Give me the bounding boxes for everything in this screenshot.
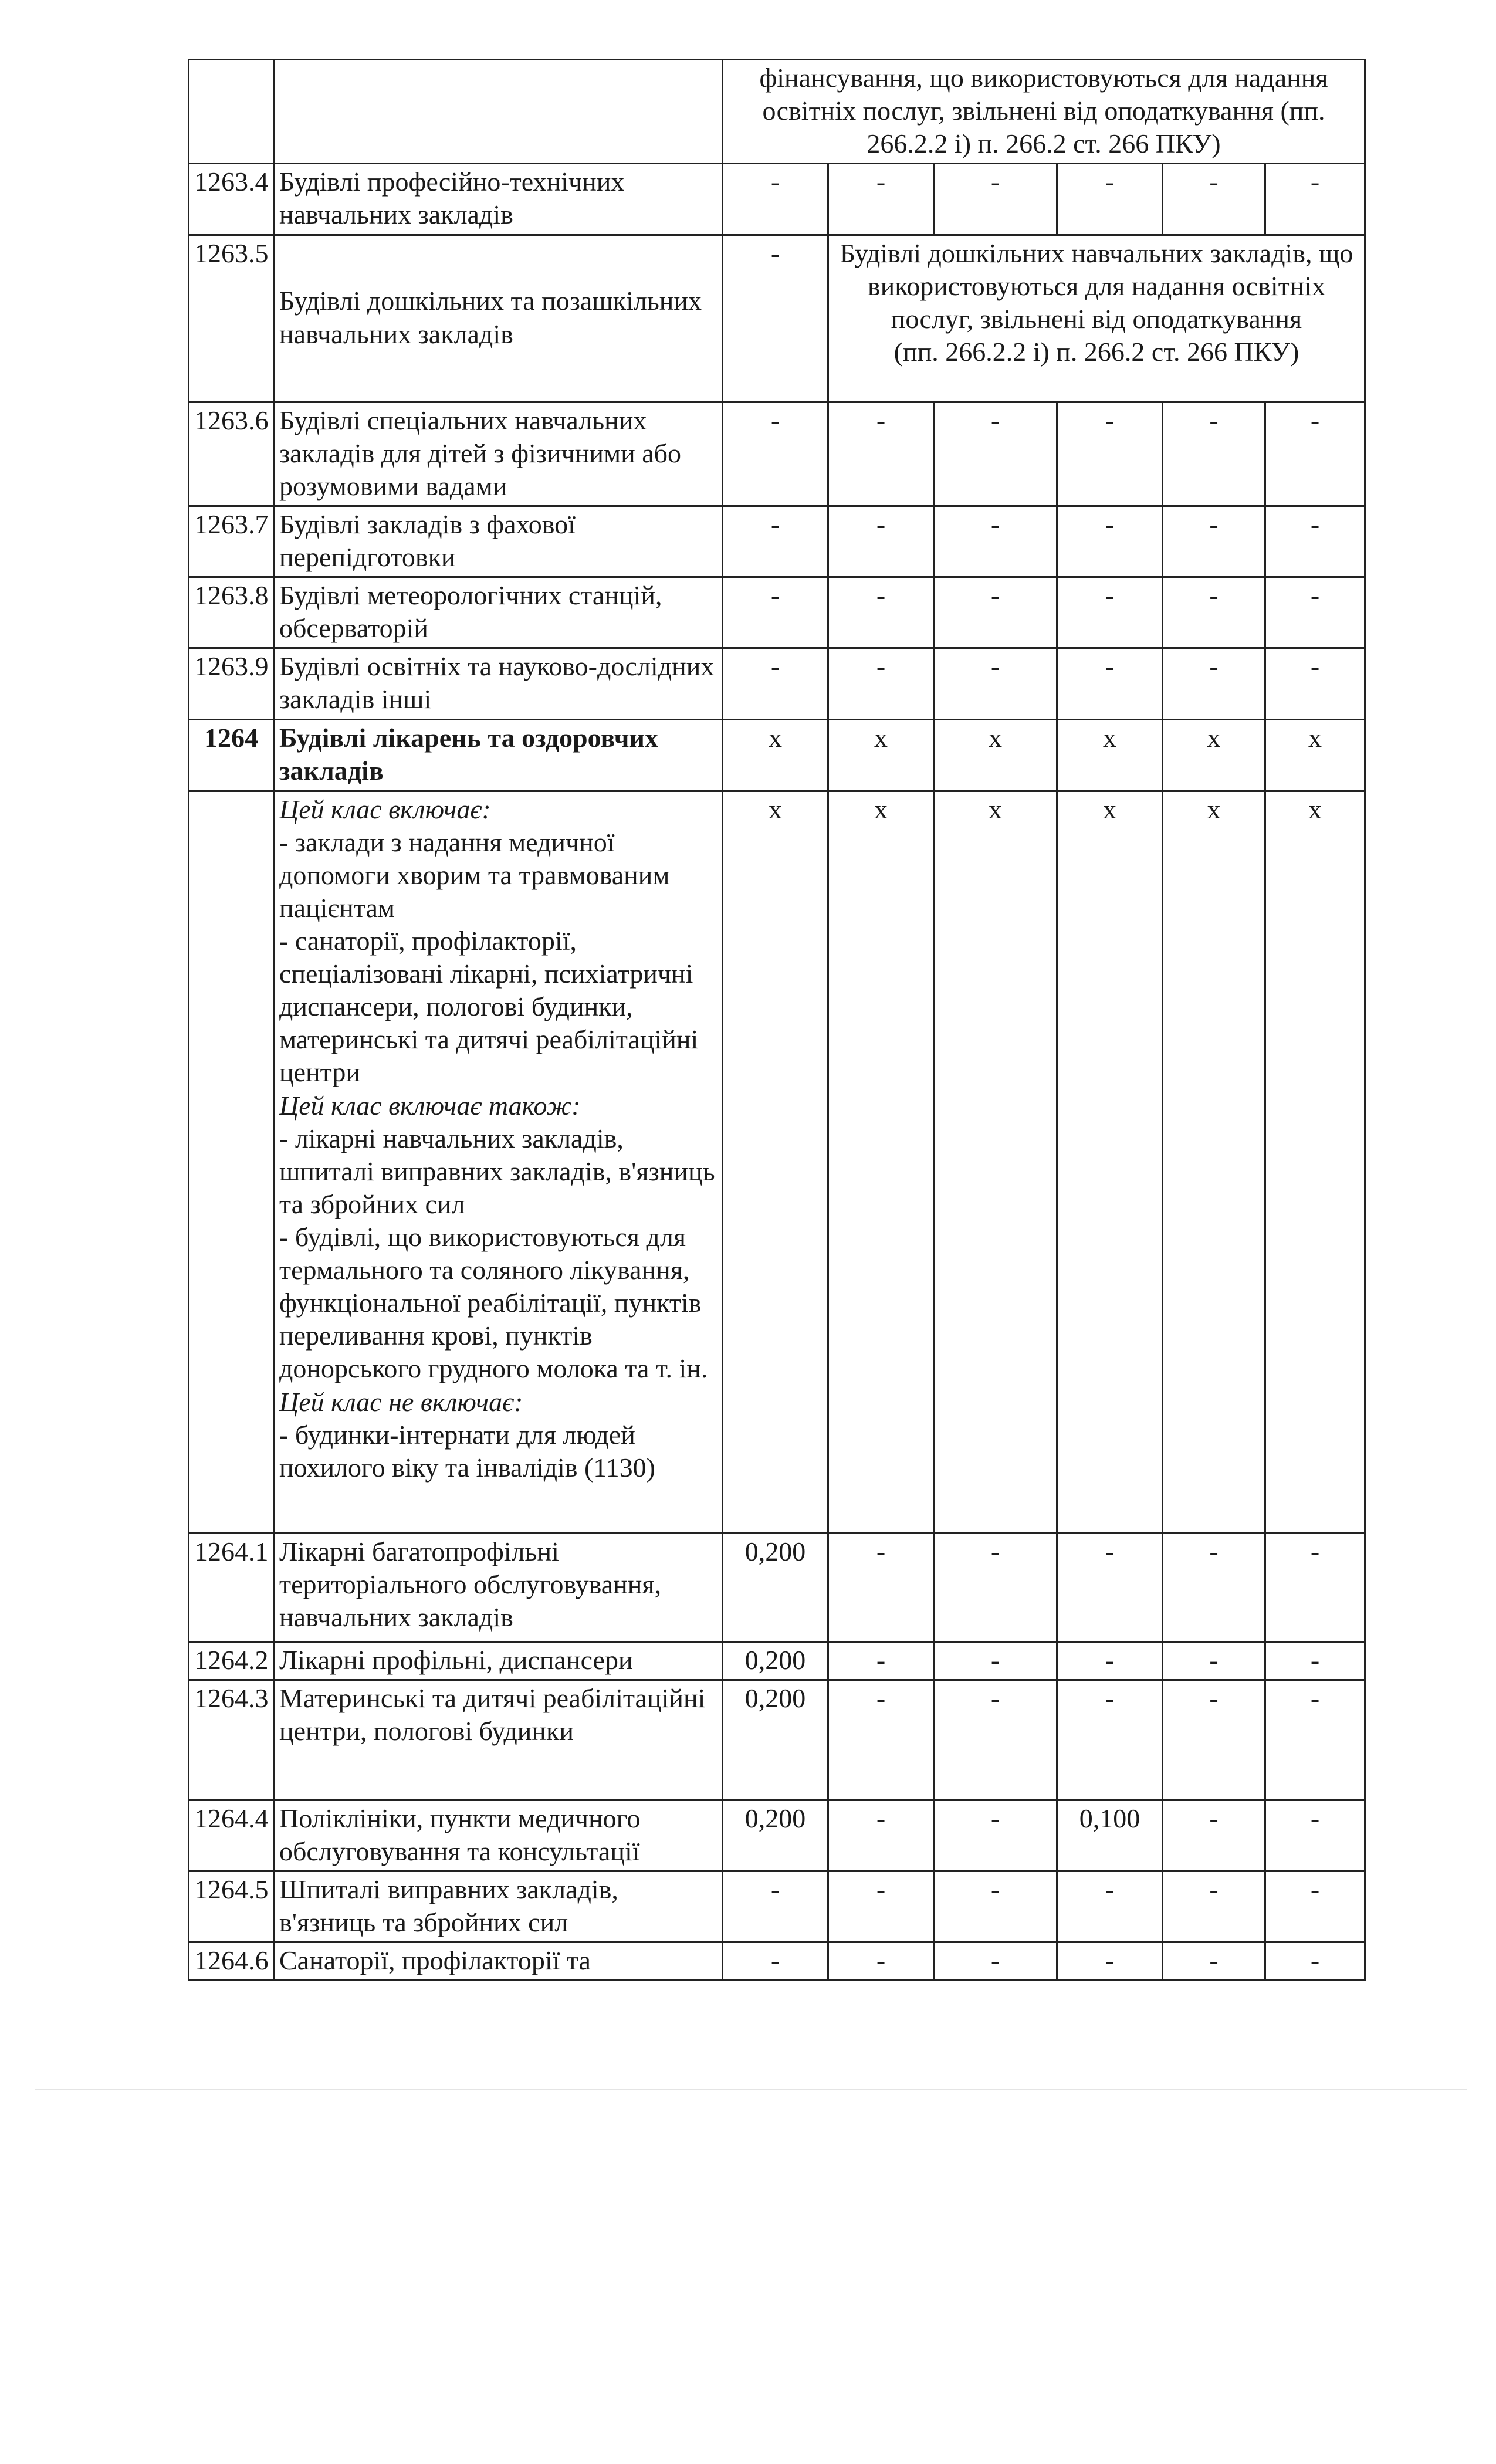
table-row	[189, 164, 1365, 235]
table-row	[189, 791, 1365, 1533]
also-includes-heading: Цей клас включає також:	[279, 1090, 581, 1121]
rate-cell: -	[723, 402, 828, 506]
excludes-heading: Цей клас не включає:	[279, 1386, 523, 1417]
rate-cell: -	[1163, 1680, 1265, 1800]
rate-cell: -	[1163, 648, 1265, 719]
rate-cell: -	[828, 577, 934, 648]
rate-cell: x	[1265, 719, 1365, 791]
rate-cell: -	[828, 506, 934, 577]
rate-cell: 0,200	[723, 1641, 828, 1680]
row-name: Поліклініки, пункти медичного обслуговування та консультації	[274, 1800, 723, 1871]
table-row	[189, 1680, 1365, 1800]
rate-cell: x	[828, 791, 934, 1533]
rate-cell: 0,200	[723, 1800, 828, 1871]
row-code: 1264	[189, 719, 274, 791]
rate-cell: -	[1057, 164, 1163, 235]
rate-cell: 0,200	[723, 1680, 828, 1800]
rate-cell: -	[934, 1800, 1057, 1871]
rate-cell: -	[723, 164, 828, 235]
tax-rates-table	[188, 59, 1366, 1981]
rate-cell: x	[1265, 791, 1365, 1533]
code-cell	[189, 60, 274, 164]
rate-cell: -	[1265, 1641, 1365, 1680]
rate-cell: -	[1265, 1680, 1365, 1800]
rate-cell: -	[1163, 1942, 1265, 1981]
row-code: 1264.3	[189, 1680, 274, 1800]
rate-cell: -	[1057, 402, 1163, 506]
row-code: 1264.2	[189, 1641, 274, 1680]
rate-cell: x	[934, 719, 1057, 791]
row-name: Лікарні багатопрофільні територіального обслуговування, навчальних закладів	[274, 1533, 723, 1641]
row-name: Лікарні профільні, диспансери	[274, 1641, 723, 1680]
rate-cell: -	[1057, 1871, 1163, 1942]
table-row	[189, 1533, 1365, 1641]
table-row	[189, 1871, 1365, 1942]
rate-cell: -	[1163, 1800, 1265, 1871]
rate-cell: 0,100	[1057, 1800, 1163, 1871]
rate-cell: -	[1265, 164, 1365, 235]
rate-cell: -	[828, 1680, 934, 1800]
includes-item: - санаторії, профілакторії, спеціалізовані лікарні, психіатричні диспансери, пологові будинки, материнські та дитячі реабілітаційні центри	[279, 925, 699, 1088]
row-code: 1264.1	[189, 1533, 274, 1641]
rate-cell: -	[934, 1871, 1057, 1942]
rate-cell: -	[934, 506, 1057, 577]
rate-cell: -	[1265, 1533, 1365, 1641]
rate-cell: -	[723, 577, 828, 648]
rate-cell: x	[1057, 791, 1163, 1533]
rate-cell: -	[723, 1942, 828, 1981]
rate-cell: -	[828, 1800, 934, 1871]
rate-cell: -	[934, 648, 1057, 719]
preschool-exemption-note	[828, 235, 1365, 402]
class-description	[274, 791, 723, 1533]
row-code: 1263.8	[189, 577, 274, 648]
row-name: Материнські та дитячі реабілітаційні центри, пологові будинки	[274, 1680, 723, 1800]
row-name: Будівлі спеціальних навчальних закладів для дітей з фізичними або розумовими вадами	[274, 402, 723, 506]
row-code: 1263.6	[189, 402, 274, 506]
rate-cell: -	[1265, 402, 1365, 506]
rate-cell: -	[1265, 506, 1365, 577]
row-code: 1263.4	[189, 164, 274, 235]
rate-cell: -	[1163, 1871, 1265, 1942]
rate-cell: -	[1163, 577, 1265, 648]
table-row	[189, 235, 1365, 402]
row-code: 1263.9	[189, 648, 274, 719]
rate-cell: -	[723, 1871, 828, 1942]
table-row	[189, 402, 1365, 506]
rate-cell: -	[934, 402, 1057, 506]
exemption-text: Будівлі дошкільних навчальних закладів, що використовуються для надання освітніх послуг, звільнені від оподаткування	[840, 238, 1353, 334]
rate-cell: -	[1057, 577, 1163, 648]
rate-cell: -	[1163, 506, 1265, 577]
rate-cell: -	[828, 1942, 934, 1981]
row-name: Будівлі метеорологічних станцій, обсерваторій	[274, 577, 723, 648]
table-row	[189, 719, 1365, 791]
rate-cell: x	[828, 719, 934, 791]
top-merged-note: фінансування, що використовуються для надання освітніх послуг, звільнені від оподаткування (пп. 266.2.2 і) п. 266.2 ст. 266 ПКУ)	[723, 60, 1365, 164]
rate-cell: x	[1057, 719, 1163, 791]
rate-cell: -	[934, 1533, 1057, 1641]
row-code: 1264.4	[189, 1800, 274, 1871]
scan-page-edge	[35, 2089, 1467, 2090]
rate-cell: -	[1163, 1533, 1265, 1641]
rate-cell: 0,200	[723, 1533, 828, 1641]
name-cell	[274, 60, 723, 164]
rate-cell: -	[934, 1641, 1057, 1680]
excludes-item: - будинки-інтернати для людей похилого віку та інвалідів (1130)	[279, 1419, 655, 1483]
rate-cell: -	[934, 164, 1057, 235]
rate-cell: -	[828, 402, 934, 506]
row-name: Будівлі лікарень та оздоровчих закладів	[274, 719, 723, 791]
rate-cell: -	[1163, 402, 1265, 506]
rate-cell: -	[828, 1641, 934, 1680]
rate-cell: -	[1057, 1942, 1163, 1981]
exemption-reference: (пп. 266.2.2 і) п. 266.2 ст. 266 ПКУ)	[893, 336, 1299, 367]
rate-cell: -	[828, 164, 934, 235]
rate-cell: -	[1265, 648, 1365, 719]
rate-cell: -	[934, 577, 1057, 648]
row-code: 1263.5	[189, 235, 274, 402]
rate-cell: -	[934, 1680, 1057, 1800]
rate-cell: -	[1057, 648, 1163, 719]
rate-cell: -	[828, 1533, 934, 1641]
rate-cell: -	[1265, 1871, 1365, 1942]
row-code: 1264.5	[189, 1871, 274, 1942]
rate-cell: -	[1265, 577, 1365, 648]
rate-cell: -	[1265, 1800, 1365, 1871]
rate-cell: x	[723, 791, 828, 1533]
includes-item: - заклади з надання медичної допомоги хворим та травмованим пацієнтам	[279, 827, 670, 923]
rate-cell: -	[828, 648, 934, 719]
row-name: Будівлі професійно-технічних навчальних закладів	[274, 164, 723, 235]
also-includes-item: - будівлі, що використовуються для термального та соляного лікування, функціональної реабілітації, пунктів переливання крові, пунктів донорського грудного молока та т. ін.	[279, 1221, 708, 1384]
table-row	[189, 60, 1365, 164]
row-name: Шпиталі виправних закладів, в'язниць та збройних сил	[274, 1871, 723, 1942]
table-row	[189, 1942, 1365, 1981]
row-name: Будівлі дошкільних та позашкільних навчальних закладів	[274, 235, 723, 402]
table-row	[189, 1641, 1365, 1680]
rate-cell: -	[723, 648, 828, 719]
rate-cell: -	[934, 1942, 1057, 1981]
rate-cell: -	[1163, 1641, 1265, 1680]
rate-cell: -	[723, 235, 828, 402]
table-row	[189, 1800, 1365, 1871]
rate-cell: x	[1163, 791, 1265, 1533]
rate-cell: -	[1163, 164, 1265, 235]
rate-cell: x	[723, 719, 828, 791]
table-row	[189, 506, 1365, 577]
table-row	[189, 577, 1365, 648]
rate-cell: x	[934, 791, 1057, 1533]
rate-cell: -	[1265, 1942, 1365, 1981]
rate-cell: -	[828, 1871, 934, 1942]
row-code: 1264.6	[189, 1942, 274, 1981]
rate-cell: -	[1057, 1641, 1163, 1680]
rate-cell: -	[1057, 1533, 1163, 1641]
row-name: Будівлі закладів з фахової перепідготовки	[274, 506, 723, 577]
also-includes-item: - лікарні навчальних закладів, шпиталі виправних закладів, в'язниць та збройних сил	[279, 1123, 715, 1219]
rate-cell: -	[723, 506, 828, 577]
row-name: Санаторії, профілакторії та	[274, 1942, 723, 1981]
code-cell	[189, 791, 274, 1533]
row-name: Будівлі освітніх та науково-дослідних закладів інші	[274, 648, 723, 719]
includes-heading: Цей клас включає:	[279, 794, 491, 824]
row-code: 1263.7	[189, 506, 274, 577]
rate-cell: -	[1057, 1680, 1163, 1800]
rate-cell: x	[1163, 719, 1265, 791]
rate-cell: -	[1057, 506, 1163, 577]
table-row	[189, 648, 1365, 719]
